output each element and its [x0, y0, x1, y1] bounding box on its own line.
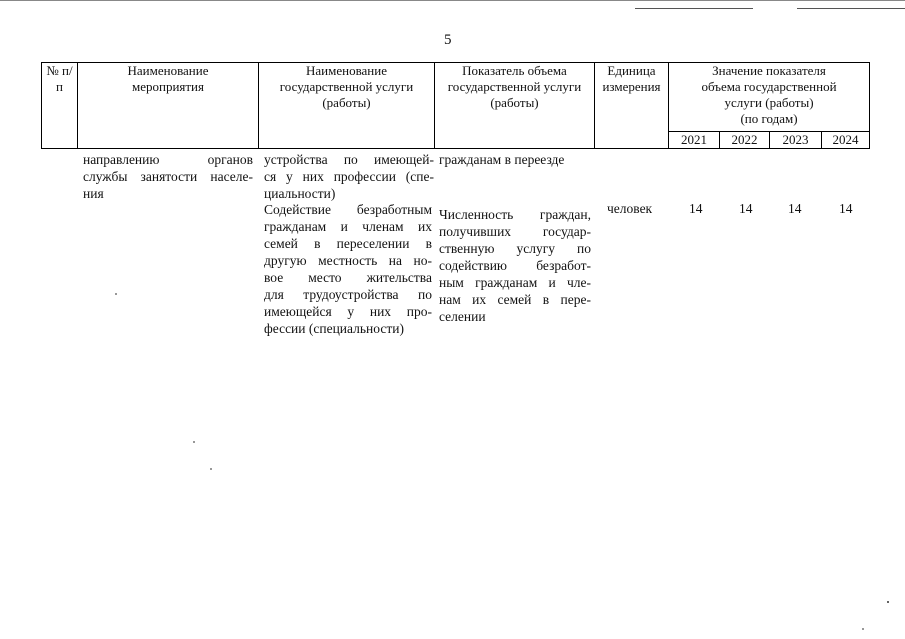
- item-unit: человек: [607, 201, 653, 216]
- item-indicator-line: получивших государ-: [439, 224, 591, 239]
- header-year-2021: 2021: [669, 132, 720, 149]
- continuation-indicator-cell: [439, 151, 591, 168]
- continuation-indicator-line: гражданам в переезде: [439, 152, 565, 167]
- page-number: 5: [444, 32, 452, 48]
- header-col-values-sub: (по годам): [740, 111, 798, 126]
- header-col-indicator: Показатель объема государственной услуги (работы): [435, 63, 595, 149]
- item-indicator-cell: [439, 206, 591, 325]
- header-year-2022: 2022: [720, 132, 770, 149]
- item-service-line: Содействие безработным: [264, 202, 432, 217]
- header-year-2024: 2024: [822, 132, 870, 149]
- continuation-event-line: службы занятости населе-: [83, 169, 253, 184]
- continuation-service-line: ся у них профессии (спе-: [264, 169, 434, 184]
- top-rule-right-1: [635, 8, 753, 9]
- header-col-values: [669, 63, 870, 132]
- item-value-2023: 14: [788, 201, 802, 216]
- scan-speck: [193, 441, 195, 443]
- item-indicator-line: селении: [439, 309, 486, 324]
- header-col-no: № п/п: [42, 63, 78, 149]
- continuation-service-line: устройства по имеющей-: [264, 152, 434, 167]
- continuation-service-cell: [264, 151, 434, 202]
- header-col-service: Наименование государственной услуги (работы): [259, 63, 435, 149]
- scan-speck: [115, 293, 117, 295]
- item-service-line: имеющейся у них про-: [264, 304, 432, 319]
- item-service-cell: [264, 201, 432, 337]
- item-value-2022: 14: [739, 201, 753, 216]
- header-table: [41, 62, 870, 149]
- item-indicator-line: ственную услугу по: [439, 241, 591, 256]
- continuation-event-cell: [83, 151, 253, 202]
- item-value-2024: 14: [839, 201, 853, 216]
- continuation-service-line: циальности): [264, 186, 336, 201]
- item-service-line: фессии (специальности): [264, 321, 404, 336]
- item-service-line: семей в переселении в: [264, 236, 432, 251]
- continuation-event-line: направлению органов: [83, 152, 253, 167]
- item-service-line: гражданам и членам их: [264, 219, 432, 234]
- item-indicator-line: содействию безработ-: [439, 258, 591, 273]
- header-col-unit: Единица измерения: [595, 63, 669, 149]
- scan-speck: [210, 468, 212, 470]
- header-year-2023: 2023: [770, 132, 822, 149]
- item-service-line: другую местность на но-: [264, 253, 432, 268]
- header-col-values-title: Значение показателя объема государственной услуги (работы): [701, 63, 837, 110]
- scan-speck: [862, 628, 864, 630]
- item-indicator-line: Численность граждан,: [439, 207, 591, 222]
- item-indicator-line: нам их семей в пере-: [439, 292, 591, 307]
- top-rule-left: [0, 0, 905, 1]
- scan-speck: [887, 601, 889, 603]
- header-col-event: Наименование мероприятия: [78, 63, 259, 149]
- item-indicator-line: ным гражданам и чле-: [439, 275, 591, 290]
- item-value-2021: 14: [689, 201, 703, 216]
- top-rule-right-2: [797, 8, 905, 9]
- item-service-line: вое место жительства: [264, 270, 432, 285]
- continuation-event-line: ния: [83, 186, 104, 201]
- item-service-line: для трудоустройства по: [264, 287, 432, 302]
